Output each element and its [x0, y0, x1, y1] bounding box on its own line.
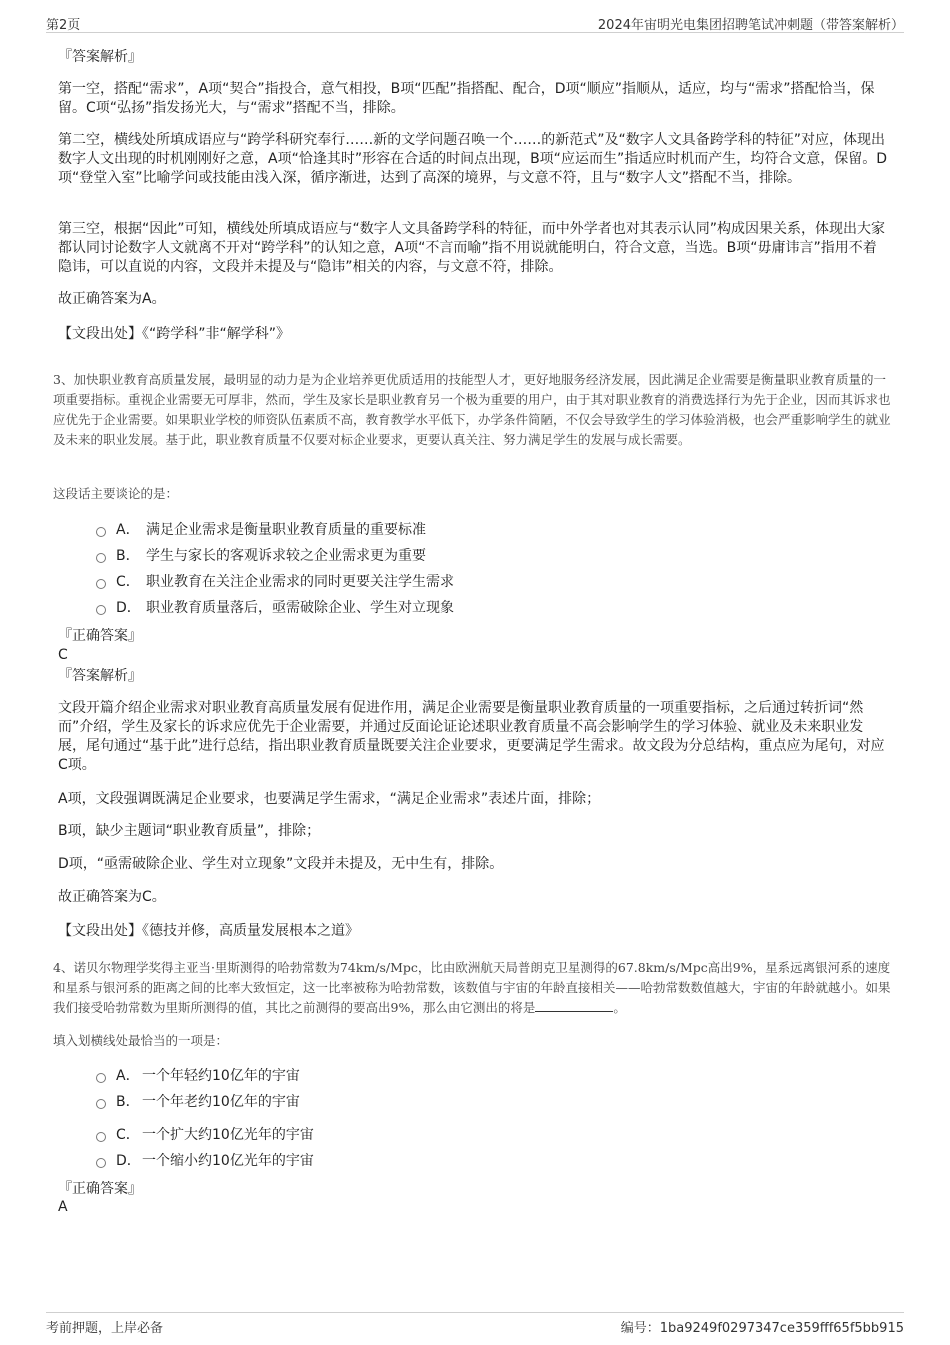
- q3-option-b[interactable]: [96, 547, 426, 565]
- option-key: D．: [116, 600, 141, 616]
- page-footer: [46, 1312, 904, 1337]
- q4-option-d[interactable]: [96, 1152, 314, 1170]
- prev-analysis-paragraph-3: 第三空，根据“因此”可知，横线处所填成语应与“数字人文具备跨学科的特征，而中外学者也对其表示认同”构成因果关系，体现出大家都认同讨论数字人文就离不开对“跨学科”的认知之意，A项“不言而喻”指不用说就能明白，符合文意，当选。B项“毋庸讳言”指用不着隐讳，可以直说的内容，文段并未提及与“隐讳”相关的内容，与文意不符，排除。: [58, 221, 886, 275]
- prev-analysis-label: 『答案解析』: [58, 49, 142, 65]
- q3-prompt: 这段话主要谈论的是：: [53, 486, 179, 501]
- option-key: A．: [116, 1068, 140, 1084]
- option-key: C．: [116, 574, 140, 590]
- q3-source: 【文段出处】《德技并修，高质量发展根本之道》: [58, 923, 359, 939]
- q3-option-d[interactable]: [96, 599, 454, 617]
- option-key: D．: [116, 1153, 141, 1169]
- q3-analysis-paragraph-1: 文段开篇介绍企业需求对职业教育高质量发展有促进作用，满足企业需要是衡量职业教育质量的一项重要指标，之后通过转折词“然而”介绍，学生及家长的诉求应优先于企业需要，并通过反面论证论述职业教育质量不高会影响学生的学习体验、就业及未来职业发展，尾句通过“基于此”进行总结，指出职业教育质量既要关注企业要求，更要满足学生需求。故文段为分总结构，重点应为尾句，对应C项。: [58, 700, 885, 773]
- option-text: 满足企业需求是衡量职业教育质量的重要标准: [146, 522, 426, 538]
- q4-prompt: 填入划横线处最恰当的一项是：: [53, 1033, 229, 1048]
- radio-icon[interactable]: [96, 579, 106, 589]
- q3-analysis-paragraph-4: D项，“亟需破除企业、学生对立现象”文段并未提及，无中生有，排除。: [58, 856, 504, 872]
- q3-stem: 3、加快职业教育高质量发展，最明显的动力是为企业培养更优质适用的技能型人才，更好地服务经济发展，因此满足企业需要是衡量职业教育质量的一项重要指标。重视企业需要无可厚非，然而，学生及家长是职业教育另一个极为重要的用户，由于其对职业教育的消费选择行为先于企业，因而其诉求也应优先于企业需要。如果职业学校的师资队伍素质不高，教育教学水平低下，办学条件简陋，不仅会导致学生的学习体验消极，也会严重影响学生的就业及未来的职业发展。基于此，职业教育质量不仅要对标企业要求，更要认真关注、努力满足学生的发展与成长需要。: [53, 372, 891, 447]
- q3-analysis-label: 『答案解析』: [58, 668, 142, 684]
- q3-analysis-paragraph-2: A项，文段强调既满足企业要求，也要满足学生需求，“满足企业需求”表述片面，排除；: [58, 791, 601, 807]
- document-title: 2024年宙明光电集团招聘笔试冲刺题（带答案解析）: [597, 18, 904, 33]
- radio-icon[interactable]: [96, 1158, 106, 1168]
- q3-analysis-paragraph-3: B项，缺少主题词“职业教育质量”，排除；: [58, 823, 321, 839]
- option-text: 一个缩小约10亿光年的宇宙: [142, 1153, 314, 1169]
- page-header: [46, 12, 904, 33]
- option-text: 学生与家长的客观诉求较之企业需求更为重要: [146, 548, 426, 564]
- q3-option-a[interactable]: [96, 521, 426, 539]
- q3-answer-label: 『正确答案』: [58, 628, 142, 644]
- q4-stem: [53, 958, 895, 1018]
- q4-option-c[interactable]: [96, 1126, 314, 1144]
- q4-option-b[interactable]: [96, 1093, 300, 1111]
- q3-conclusion: 故正确答案为C。: [58, 889, 166, 905]
- answer-blank: [535, 999, 613, 1012]
- radio-icon[interactable]: [96, 605, 106, 615]
- option-text: 一个扩大约10亿光年的宇宙: [142, 1127, 314, 1143]
- document-id: 编号：1ba9249f0297347ce359fff65f5bb915: [620, 1321, 904, 1336]
- q4-option-a[interactable]: [96, 1067, 300, 1085]
- option-text: 职业教育质量落后，亟需破除企业、学生对立现象: [146, 600, 454, 616]
- radio-icon[interactable]: [96, 1099, 106, 1109]
- option-text: 一个年老约10亿年的宇宙: [142, 1094, 300, 1110]
- radio-icon[interactable]: [96, 527, 106, 537]
- option-text: 职业教育在关注企业需求的同时更要关注学生需求: [146, 574, 454, 590]
- q4-stem-end: 。: [613, 1000, 626, 1015]
- option-key: B．: [116, 1094, 140, 1110]
- option-key: B．: [116, 548, 140, 564]
- option-key: A．: [116, 522, 140, 538]
- q3-answer: C: [58, 647, 68, 663]
- q4-answer-label: 『正确答案』: [58, 1181, 142, 1197]
- prev-analysis-paragraph-2: 第二空，横线处所填成语应与“跨学科研究奉行……新的文学问题召唤一个……的新范式”及“数字人文具备跨学科的特征”对应，体现出数字人文出现的时机刚刚好之意，A项“恰逢其时”形容在合适的时间点出现，B项“应运而生”指适应时机而产生，均符合文意，保留。D项“登堂入室”比喻学问或技能由浅入深，循序渐进，达到了高深的境界，与文意不符，且与“数字人文”搭配不当，排除。: [58, 132, 887, 186]
- option-text: 一个年轻约10亿年的宇宙: [142, 1068, 300, 1084]
- page-number: 第2页: [46, 18, 81, 33]
- radio-icon[interactable]: [96, 1073, 106, 1083]
- q4-stem-text: 4、诺贝尔物理学奖得主亚当·里斯测得的哈勃常数为74km/s/Mpc，比由欧洲航天局普朗克卫星测得的67.8km/s/Mpc高出9%，星系远离银河系的速度和星系与银河系的距离之间的比率大致恒定，这一比率被称为哈勃常数，该数值与宇宙的年龄直接相关——哈勃常数数值越大，宇宙的年龄就越小。如果我们接受哈勃常数为里斯所测得的值，其比之前测得的要高出9%，那么由它测出的将是: [53, 960, 891, 1015]
- prev-conclusion: 故正确答案为A。: [58, 291, 166, 307]
- q4-answer: A: [58, 1199, 68, 1215]
- prev-source: 【文段出处】《“跨学科”非“解学科”》: [58, 326, 291, 342]
- prev-analysis-paragraph-1: 第一空，搭配“需求”，A项“契合”指投合，意气相投，B项“匹配”指搭配、配合，D项“顺应”指顺从，适应，均与“需求”搭配恰当，保留。C项“弘扬”指发扬光大，与“需求”搭配不当，排除。: [58, 81, 875, 116]
- q3-option-c[interactable]: [96, 573, 454, 591]
- option-key: C．: [116, 1127, 140, 1143]
- footer-slogan: 考前押题，上岸必备: [46, 1321, 164, 1336]
- radio-icon[interactable]: [96, 553, 106, 563]
- radio-icon[interactable]: [96, 1132, 106, 1142]
